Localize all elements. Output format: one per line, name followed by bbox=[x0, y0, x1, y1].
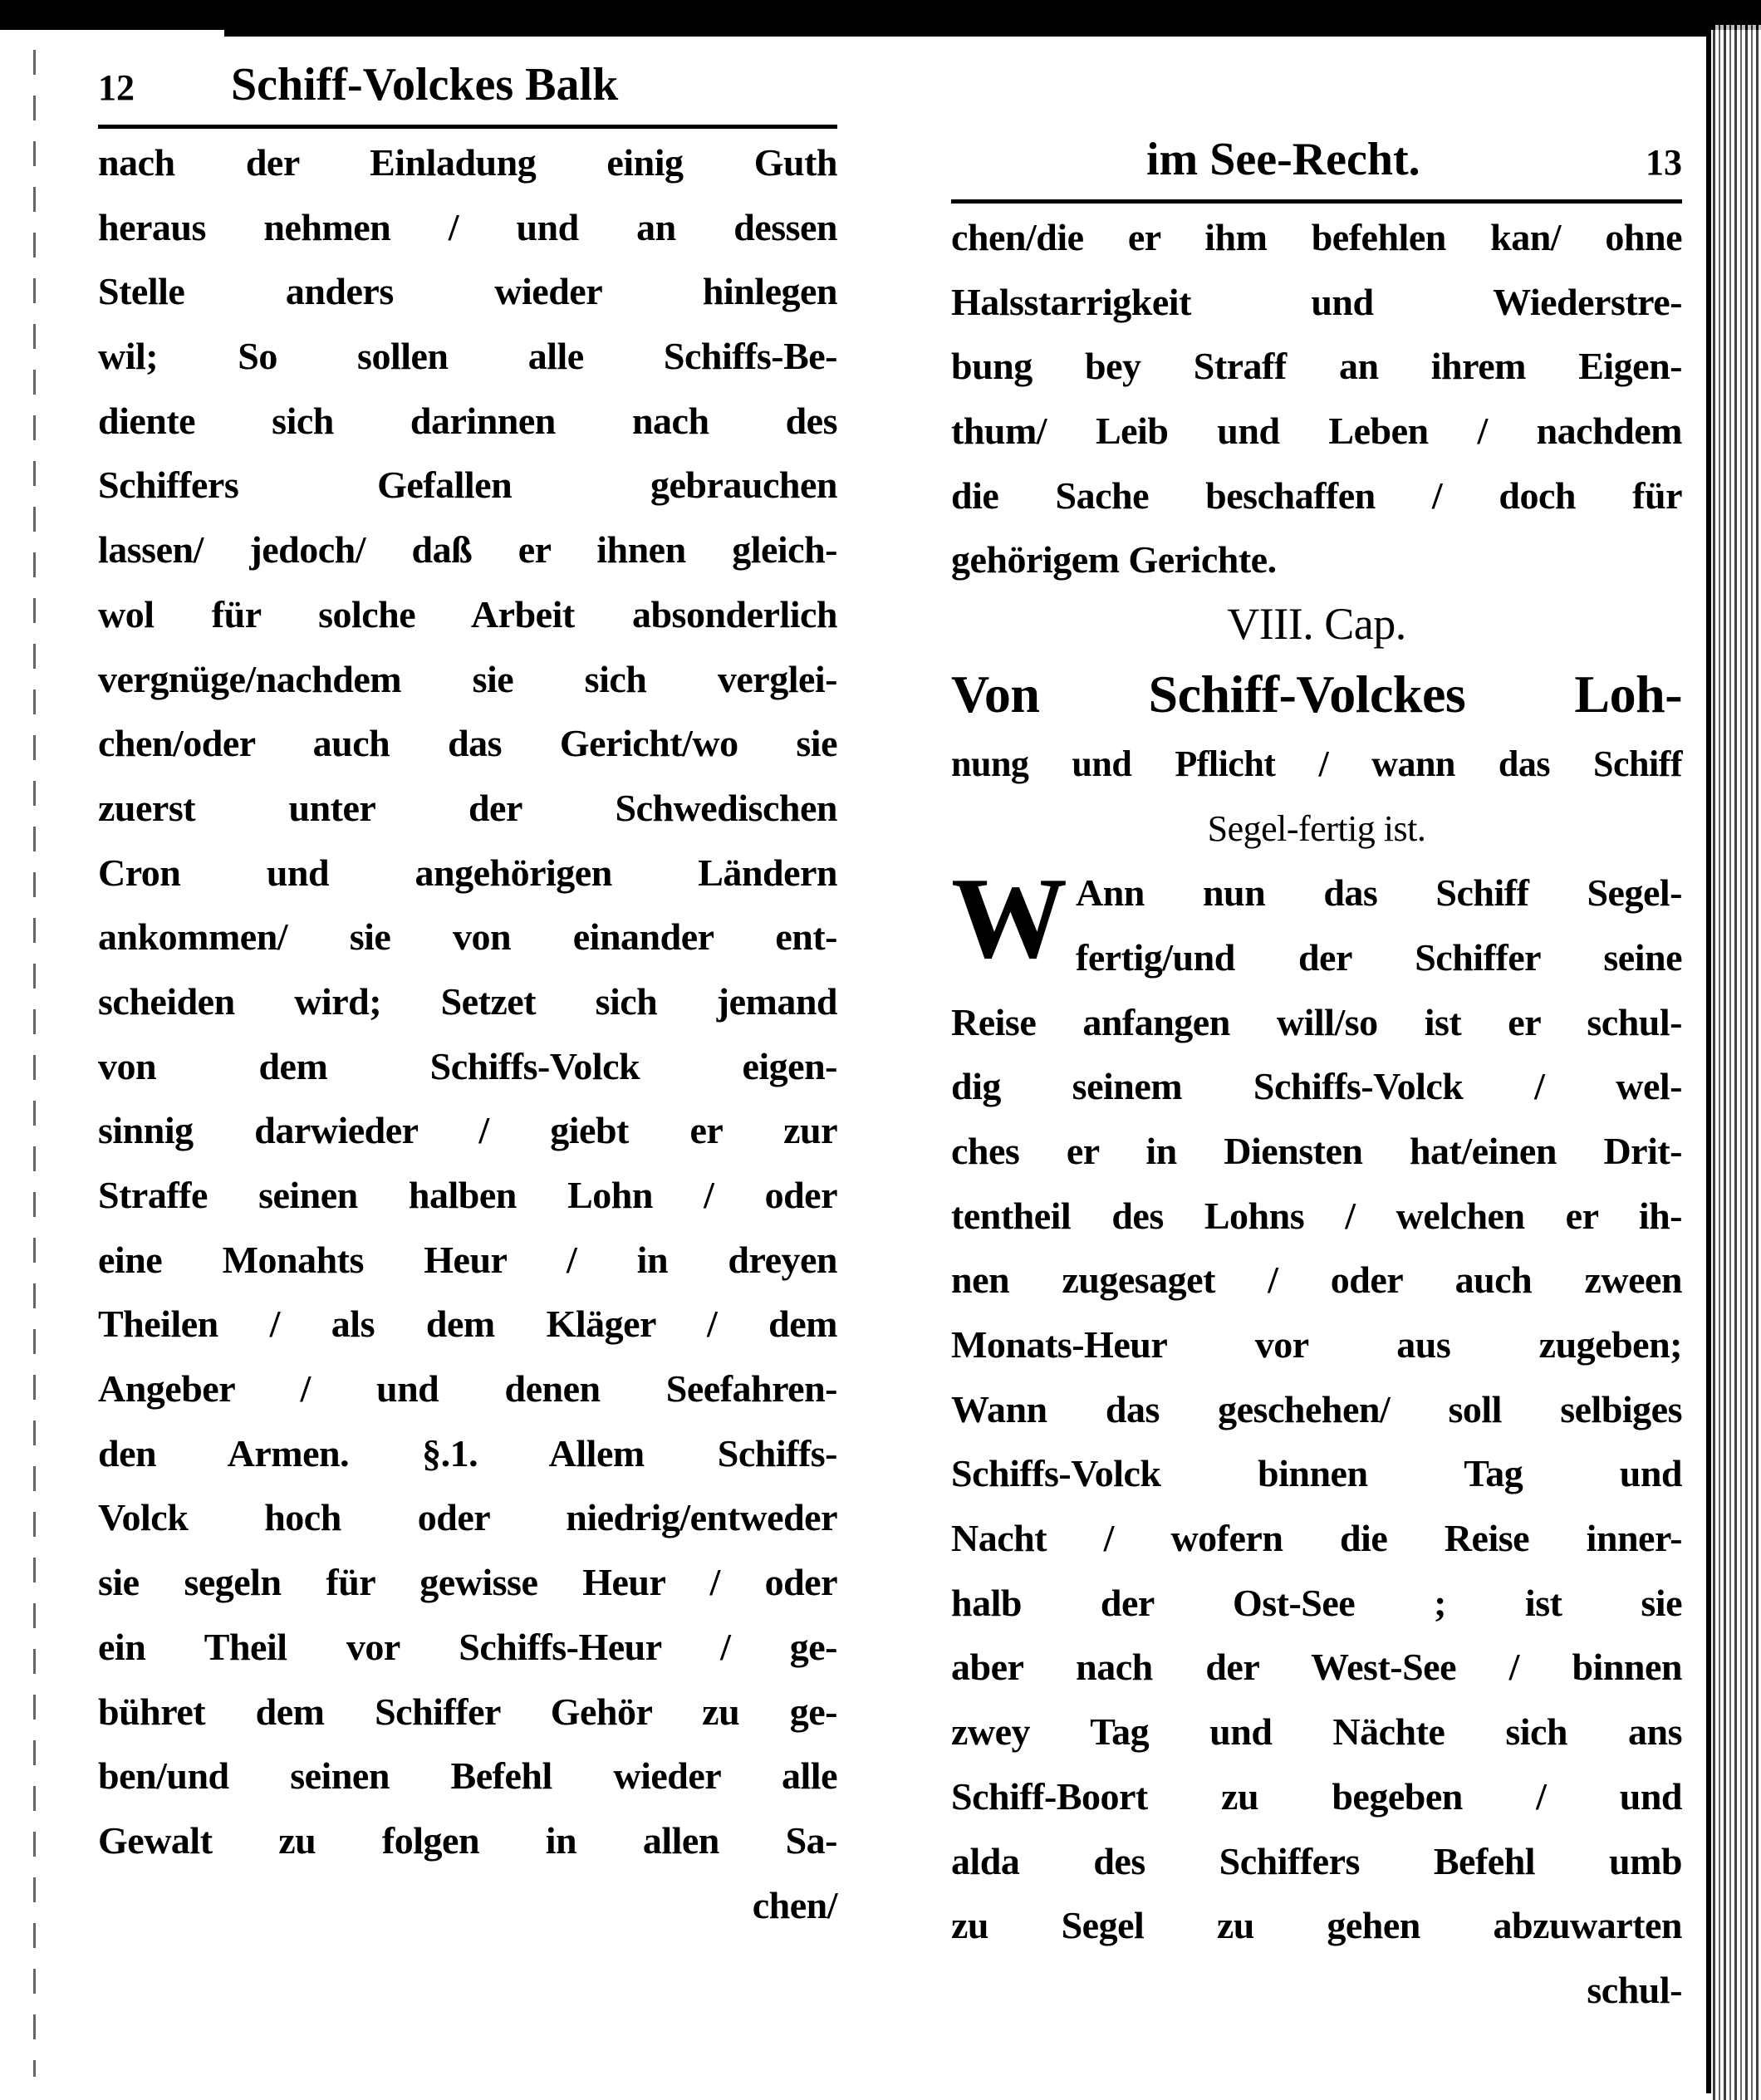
text-line: sinnig darwieder / giebt er zur bbox=[98, 1109, 837, 1152]
right-page-gutter bbox=[1706, 33, 1711, 2093]
text-line: Volck hoch oder niedrig/entweder bbox=[98, 1496, 837, 1539]
text-line: Nacht / wofern die Reise inner- bbox=[951, 1517, 1682, 1560]
text-line: lassen/ jedoch/ daß er ihnen gleich- bbox=[98, 528, 837, 572]
text-line: Straffe seinen halben Lohn / oder bbox=[98, 1174, 837, 1216]
right-page-header bbox=[951, 133, 1682, 199]
text-line: Schiffs-Volck binnen Tag und bbox=[951, 1452, 1682, 1495]
text-line: zuerst unter der Schwedischen bbox=[98, 786, 837, 829]
text-line: aber nach der West-See / binnen bbox=[951, 1646, 1682, 1689]
chapter-number: VIII. Cap. bbox=[1227, 599, 1406, 650]
text-line: diente sich darinnen nach des bbox=[98, 399, 837, 442]
text-line: Gewalt zu folgen in allen Sa- bbox=[98, 1818, 837, 1862]
text-line: wil; So sollen alle Schiffs-Be- bbox=[98, 335, 837, 378]
header-rule bbox=[951, 199, 1682, 204]
text-line: eine Monahts Heur / in dreyen bbox=[98, 1238, 837, 1281]
page-number: 13 bbox=[1646, 142, 1682, 183]
text-line: thum/ Leib und Leben / nachdem bbox=[951, 410, 1682, 453]
running-head: Schiff-Volckes Balk bbox=[231, 59, 619, 110]
first-paragraph-start bbox=[951, 854, 1682, 989]
text-line: bühret dem Schiffer Gehör zu ge- bbox=[98, 1690, 837, 1733]
text-line: halb der Ost-See ; ist sie bbox=[951, 1581, 1682, 1624]
text-line: von dem Schiffs-Volck eigen- bbox=[98, 1044, 837, 1087]
text-line: Schiffers Gefallen gebrauchen bbox=[98, 464, 837, 507]
right-page-edge-curl bbox=[1713, 25, 1761, 2100]
text-line: wol für solche Arbeit absonderlich bbox=[98, 592, 837, 635]
catchword: chen/ bbox=[752, 1883, 837, 1926]
scan-top-border-shadow bbox=[224, 25, 1711, 37]
text-line: tentheil des Lohns / welchen er ih- bbox=[951, 1194, 1682, 1237]
text-line: heraus nehmen / und an dessen bbox=[98, 205, 837, 248]
text-line: Cron und angehörigen Ländern bbox=[98, 851, 837, 894]
text-line: Wann das geschehen/ soll selbiges bbox=[951, 1387, 1682, 1430]
text-line: ankommen/ sie von einander ent- bbox=[98, 915, 837, 959]
text-line: dig seinem Schiffs-Volck / wel- bbox=[951, 1065, 1682, 1108]
right-page-body-top bbox=[951, 205, 1682, 527]
chapter-title-line: nung und Pflicht / wann das Schiff bbox=[951, 743, 1682, 784]
text-line: die Sache beschaffen / doch für bbox=[951, 473, 1682, 517]
text-line: gehörigem Gerichte. bbox=[951, 538, 1277, 581]
chapter-title-line: Segel-fertig ist. bbox=[1207, 807, 1426, 849]
text-line: Theilen / als dem Kläger / dem bbox=[98, 1303, 837, 1346]
text-line: alda des Schiffers Befehl umb bbox=[951, 1839, 1682, 1882]
text-line: vergnüge/nachdem sie sich verglei- bbox=[98, 657, 837, 700]
text-line: Monats-Heur vor aus zugeben; bbox=[951, 1323, 1682, 1366]
running-head: im See-Recht. bbox=[1146, 134, 1420, 185]
text-line: scheiden wird; Setzet sich jemand bbox=[98, 979, 837, 1023]
left-page-edge bbox=[33, 50, 36, 2077]
text-line: Reise anfangen will/so ist er schul- bbox=[951, 1000, 1682, 1043]
text-line: chen/die er ihm befehlen kan/ ohne bbox=[951, 216, 1682, 258]
text-line: Halsstarrigkeit und Wiederstre- bbox=[951, 280, 1682, 323]
chapter-title-line: Von Schiff-Volckes Loh- bbox=[951, 664, 1682, 724]
header-rule bbox=[98, 125, 837, 129]
text-line: fertig/und der Schiffer seine bbox=[1076, 935, 1682, 979]
left-page-header bbox=[98, 58, 837, 125]
text-line: Angeber / und denen Seefahren- bbox=[98, 1367, 837, 1411]
right-page-body bbox=[951, 990, 1682, 1958]
drop-cap: W bbox=[951, 854, 1067, 984]
page-number: 12 bbox=[98, 67, 135, 108]
text-line: zu Segel zu gehen abzuwarten bbox=[951, 1904, 1682, 1947]
left-page-body bbox=[98, 130, 837, 1873]
text-line: zwey Tag und Nächte sich ans bbox=[951, 1710, 1682, 1754]
text-line: nen zugesaget / oder auch zween bbox=[951, 1259, 1682, 1302]
text-line: den Armen. §.1. Allem Schiffs- bbox=[98, 1431, 837, 1474]
left-page bbox=[98, 58, 837, 1937]
text-line: nach der Einladung einig Guth bbox=[98, 141, 837, 184]
text-line: bung bey Straff an ihrem Eigen- bbox=[951, 345, 1682, 388]
catchword: schul- bbox=[1587, 1968, 1682, 2011]
text-line: ches er in Diensten hat/einen Drit- bbox=[951, 1129, 1682, 1172]
text-line: Schiff-Boort zu begeben / und bbox=[951, 1774, 1682, 1818]
text-line: ein Theil vor Schiffs-Heur / ge- bbox=[98, 1625, 837, 1668]
text-line: sie segeln für gewisse Heur / oder bbox=[98, 1561, 837, 1604]
text-line: Ann nun das Schiff Segel- bbox=[1076, 871, 1682, 915]
text-line: ben/und seinen Befehl wieder alle bbox=[98, 1754, 837, 1798]
right-page bbox=[951, 133, 1682, 2023]
text-line: chen/oder auch das Gericht/wo sie bbox=[98, 722, 837, 765]
text-line: Stelle anders wieder hinlegen bbox=[98, 270, 837, 313]
